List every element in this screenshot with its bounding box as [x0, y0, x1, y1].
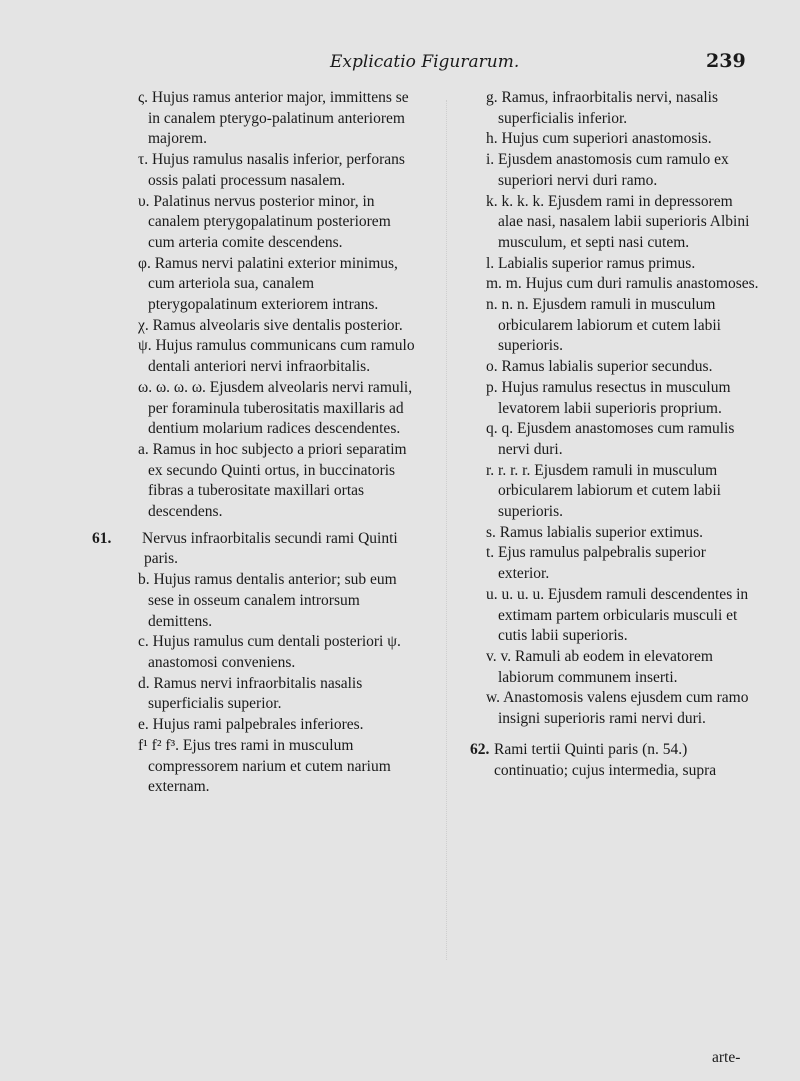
figure-label-entry	[470, 585, 760, 647]
figure-label-entry	[92, 570, 420, 632]
figure-label-entry	[92, 674, 420, 715]
entry-text: i. Ejusdem anastomosis cum ramulo ex superiori nervi duri ramo.	[486, 151, 729, 189]
figure-label-entry	[92, 192, 420, 254]
entry-text: k. k. k. k. Ejusdem rami in depressorem alae nasi, nasalem labii superioris Albini musculum, et septi nasi cutem.	[486, 192, 750, 251]
figure-label-entry	[470, 254, 760, 275]
entry-text: h. Hujus cum superiori anastomosis.	[486, 130, 712, 148]
entry-text: q. q. Ejusdem anastomoses cum ramulis nervi duri.	[486, 420, 735, 458]
figure-label-entry	[470, 357, 760, 378]
figure-label-entry	[470, 192, 760, 254]
section-number: 61.	[92, 529, 112, 547]
figure-label-entry	[470, 295, 760, 357]
figure-label-entry	[92, 316, 420, 337]
figure-label-entry	[470, 647, 760, 688]
entry-text: d. Ramus nervi infraorbitalis nasalis superficialis superior.	[138, 674, 363, 713]
entry-text: ψ. Hujus ramulus communicans cum ramulo dentali anteriori nervi infraorbitalis.	[138, 337, 415, 376]
entry-text: m. m. Hujus cum duri ramulis anastomoses.	[486, 275, 759, 293]
entry-text: a. Ramus in hoc subjecto a priori separatim ex secundo Quinti ortus, in buccinatoris fibras a tuberositate maxillari ortas descendens.	[138, 440, 407, 521]
column-gutter	[446, 100, 447, 960]
figure-label-entry	[92, 88, 420, 150]
entry-text: υ. Palatinus nervus posterior minor, in canalem pterygopalatinum posteriorem cum arteria comite descendens.	[138, 192, 391, 251]
running-title: Explicatio Figurarum.	[330, 52, 520, 72]
figure-label-entry	[470, 274, 760, 295]
entry-text: t. Ejus ramulus palpebralis superior exterior.	[486, 544, 706, 583]
figure-label-entry	[92, 440, 420, 523]
entry-text: v. v. Ramuli ab eodem in elevatorem labiorum communem inserti.	[486, 647, 713, 686]
catchword: arte-	[712, 1049, 741, 1066]
entry-text: g. Ramus, infraorbitalis nervi, nasalis superficialis inferior.	[486, 89, 719, 127]
entry-text: l. Labialis superior ramus primus.	[486, 254, 696, 272]
entry-text: Rami tertii Quinti paris (n. 54.) continuatio; cujus intermedia, supra	[494, 740, 717, 779]
figure-label-entry	[92, 254, 420, 316]
entry-text: φ. Ramus nervi palatini exterior minimus, cum arteriola sua, canalem pterygopalatinum exteriorem intrans.	[138, 254, 398, 314]
entry-text: w. Anastomosis valens ejusdem cum ramo insigni superioris rami nervi duri.	[486, 689, 749, 728]
figure-label-entry	[470, 688, 760, 729]
entry-text: s. Ramus labialis superior extimus.	[486, 523, 703, 541]
page-number: 239	[706, 50, 746, 72]
entry-text: e. Hujus rami palpebrales inferiores.	[138, 716, 364, 734]
entry-text: b. Hujus ramus dentalis anterior; sub eum sese in osseum canalem introrsum demittens.	[138, 571, 397, 630]
figure-label-entry	[92, 378, 420, 440]
figure-label-entry	[92, 336, 420, 377]
section-entry	[92, 529, 420, 570]
right-column	[470, 88, 760, 781]
figure-label-entry	[470, 461, 760, 523]
figure-label-entry	[92, 715, 420, 736]
section-number: 62.	[470, 740, 490, 758]
entry-text: u. u. u. u. Ejusdem ramuli descendentes in extimam partem orbicularis musculi et cutis labii superioris.	[486, 585, 749, 645]
entry-text: χ. Ramus alveolaris sive dentalis posterior.	[138, 316, 403, 334]
figure-label-entry	[470, 129, 760, 150]
figure-label-entry	[470, 88, 760, 129]
figure-label-entry	[470, 378, 760, 419]
left-column	[92, 88, 420, 798]
figure-label-entry	[92, 150, 420, 191]
figure-label-entry	[470, 523, 760, 544]
figure-label-entry	[470, 419, 760, 460]
entry-text: Nervus infraorbitalis secundi rami Quinti paris.	[142, 529, 398, 568]
entry-text: c. Hujus ramulus cum dentali posteriori ψ. anastomosi conveniens.	[138, 633, 401, 671]
entry-text: r. r. r. r. Ejusdem ramuli in musculum orbicularem labiorum et cutem labii superioris.	[486, 461, 721, 521]
entry-text: ω. ω. ω. ω. Ejusdem alveolaris nervi ramuli, per foraminula tuberositatis maxillaris ad dentium molarium radices descendentes.	[138, 378, 413, 438]
entry-text: τ. Hujus ramulus nasalis inferior, perforans ossis palati processum nasalem.	[138, 151, 405, 189]
page-header	[0, 52, 800, 76]
figure-label-entry	[92, 736, 420, 798]
entry-text: o. Ramus labialis superior secundus.	[486, 358, 713, 376]
figure-label-entry	[470, 150, 760, 191]
entry-text: ς. Hujus ramus anterior major, immittens se in canalem pterygo-palatinum anteriorem majorem.	[138, 89, 409, 148]
entry-text: f¹ f² f³. Ejus tres rami in musculum compressorem narium et cutem narium externam.	[138, 736, 391, 796]
entry-text: n. n. n. Ejusdem ramuli in musculum orbicularem labiorum et cutem labii superioris.	[486, 296, 721, 355]
figure-label-entry	[470, 543, 760, 584]
section-entry	[470, 740, 760, 781]
entry-text: p. Hujus ramulus resectus in musculum levatorem labii superioris proprium.	[486, 378, 731, 417]
figure-label-entry	[92, 632, 420, 673]
